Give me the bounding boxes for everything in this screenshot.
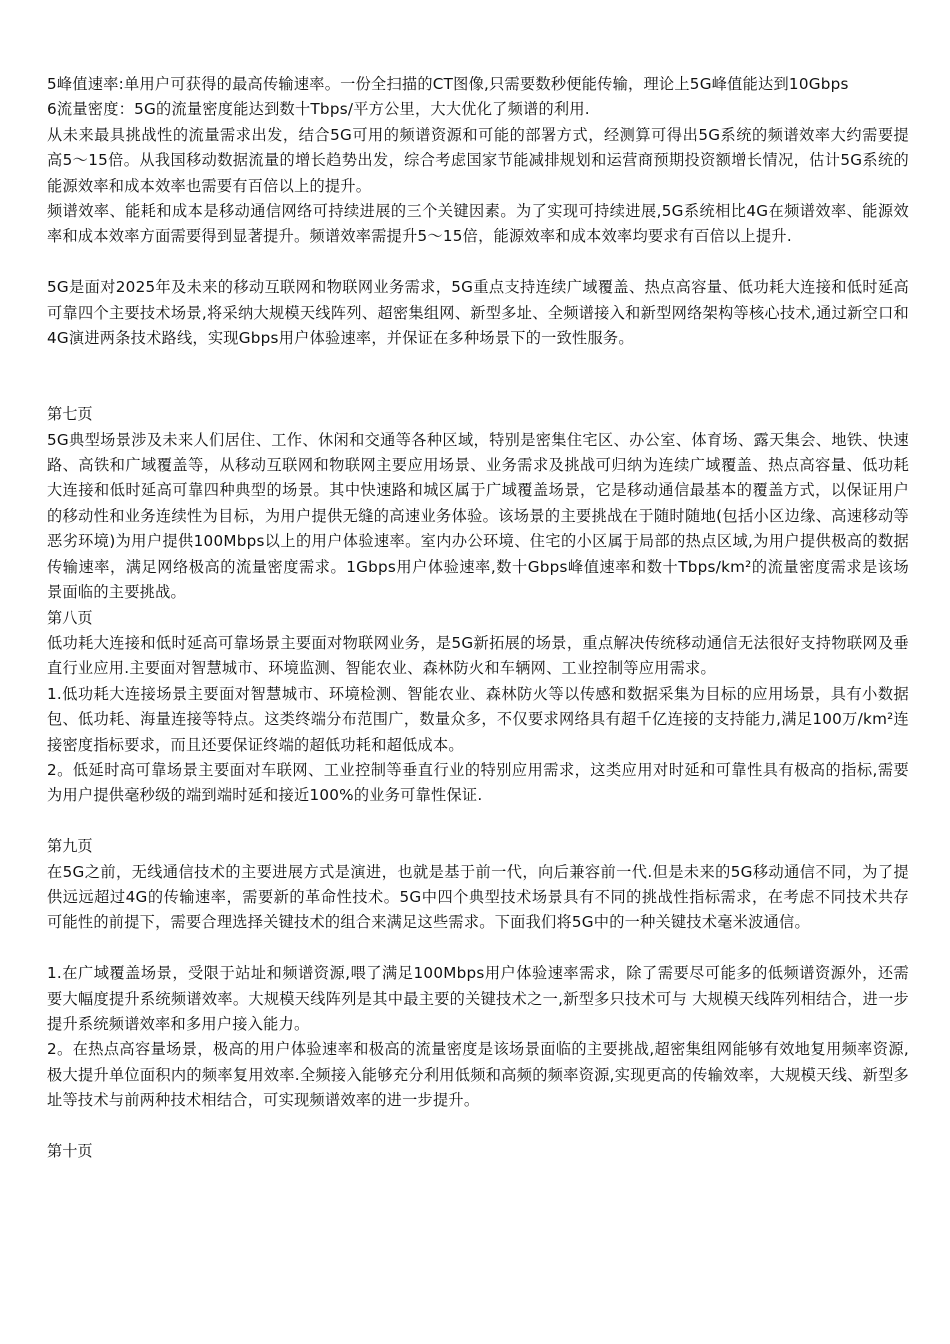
spacer xyxy=(47,1114,909,1139)
spacer xyxy=(47,351,909,402)
paragraph-low-latency: 2。低延时高可靠场景主要面对车联网、工业控制等垂直行业的特别应用需求，这类应用对时延和可靠性具有极高的指标,需要为用户提供毫秒级的端到端时延和接近100%的业务可靠性保证. xyxy=(47,760,909,805)
document-page xyxy=(47,72,909,1164)
spacer xyxy=(47,250,909,275)
paragraph-low-power-connection: 1.低功耗大连接场景主要面对智慧城市、环境检测、智能农业、森林防火等以传感和数据采集为目标的应用场景，具有小数据包、低功耗、海量连接等特点。这类终端分布范围广，数量众多，不仅要求网络具有超千亿连接的支持能力,满足100万/km²连接密度指标要求，而且还要保证终端的超低功耗和超低成本。 xyxy=(47,684,909,754)
paragraph-typical-scenarios: 5G典型场景涉及未来人们居住、工作、休闲和交通等各种区域，特别是密集住宅区、办公室、体育场、露天集会、地铁、快速路、高铁和广域覆盖等，从移动互联网和物联网主要应用场景、业务需求及挑战可归纳为连续广域覆盖、热点高容量、低功耗大连接和低时延高可靠四种典型的场景。其中快速路和城区属于广域覆盖场景，它是移动通信最基本的覆盖方式，以保证用户的移动性和业务连续性为目标，为用户提供无缝的高速业务体验。该场景的主要挑战在于随时随地(包括小区边缘、高速移动等恶劣环境)为用户提供100Mbps以上的用户体验速率。室内办公环境、住宅的小区属于局部的热点区域,为用户提供极高的数据传输速率，满足网络极高的流量密度需求。1Gbps用户体验速率,数十Gbps峰值速率和数十Tbps/km²的流量密度需求是该场景面临的主要挑战。 xyxy=(47,430,909,602)
page-heading-9: 第九页 xyxy=(47,837,93,856)
paragraph-evolution: 在5G之前，无线通信技术的主要进展方式是演进，也就是基于前一代，向后兼容前一代.但是未来的5G移动通信不同，为了提供远远超过4G的传输速率，需要新的革命性技术。5G中四个典型技术场景具有不同的挑战性指标需求，在考虑不同技术共存可能性的前提下，需要合理选择关键技术的组合来满足这些需求。下面我们将5G中的一种关键技术毫米波通信。 xyxy=(47,862,909,932)
paragraph-traffic-density: 6流量密度：5G的流量密度能达到数十Tbps/平方公里，大大优化了频谱的利用. xyxy=(47,100,590,119)
spacer xyxy=(47,809,909,834)
paragraph-iot-scenarios: 低功耗大连接和低时延高可靠场景主要面对物联网业务，是5G新拓展的场景，重点解决传统移动通信无法很好支持物联网及垂直行业应用.主要面对智慧城市、环境监测、智能农业、森林防火和车辆网、工业控制等应用需求。 xyxy=(47,633,909,678)
page-heading-7: 第七页 xyxy=(47,405,93,424)
spacer xyxy=(47,936,909,961)
page-heading-10: 第十页 xyxy=(47,1141,93,1160)
paragraph-5g-overview: 5G是面对2025年及未来的移动互联网和物联网业务需求，5G重点支持连续广域覆盖、热点高容量、低功耗大连接和低时延高可靠四个主要技术场景,将采纳大规模天线阵列、超密集组网、新型多址、全频谱接入和新型网络架构等核心技术,通过新空口和4G演进两条技术路线，实现Gbps用户体验速率，并保证在多种场景下的一致性服务。 xyxy=(47,278,909,348)
paragraph-key-factors: 频谱效率、能耗和成本是移动通信网络可持续进展的三个关键因素。为了实现可持续进展,5G系统相比4G在频谱效率、能源效率和成本效率方面需要得到显著提升。频谱效率需提升5～15倍，能源效率和成本效率均要求有百倍以上提升. xyxy=(47,202,909,246)
paragraph-wide-coverage: 1.在广域覆盖场景，受限于站址和频谱资源,喂了满足100Mbps用户体验速率需求，除了需要尽可能多的低频谱资源外，还需要大幅度提升系统频谱效率。大规模天线阵列是其中最主要的关键技术之一,新型多只技术可与 大规模天线阵列相结合，进一步提升系统频谱效率和多用户接入能力。 xyxy=(47,964,909,1033)
paragraph-spectrum-efficiency: 从未来最具挑战性的流量需求出发，结合5G可用的频谱资源和可能的部署方式，经测算可得出5G系统的频谱效率大约需要提高5～15倍。从我国移动数据流量的增长趋势出发，综合考虑国家节能减排规划和运营商预期投资额增长情况，估计5G系统的能源效率和成本效率也需要有百倍以上的提升。 xyxy=(47,125,909,195)
paragraph-peak-rate: 5峰值速率:单用户可获得的最高传输速率。一份全扫描的CT图像,只需要数秒便能传输，理论上5G峰值能达到10Gbps xyxy=(47,75,849,93)
page-heading-8: 第八页 xyxy=(47,608,93,627)
paragraph-hotspot-capacity: 2。在热点高容量场景，极高的用户体验速率和极高的流量密度是该场景面临的主要挑战,超密集组网能够有效地复用频率资源,极大提升单位面积内的频率复用效率.全频接入能够充分利用低频和高频的频率资源,实现更高的传输效率，大规模天线、新型多址等技术与前两种技术相结合，可实现频谱效率的进一步提升。 xyxy=(47,1040,909,1110)
